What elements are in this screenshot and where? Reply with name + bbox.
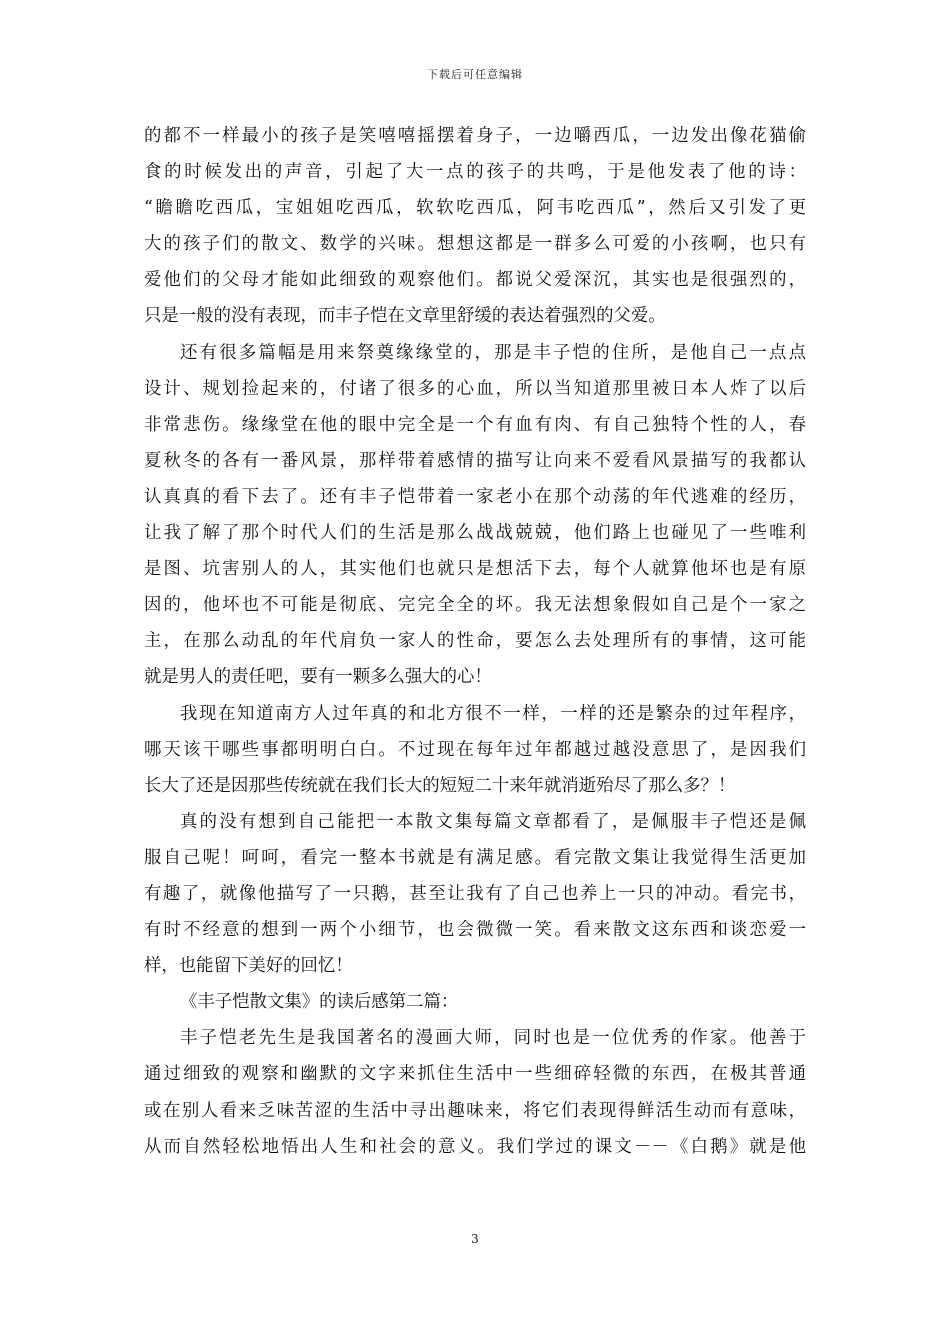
text-line: 哪天该干哪些事都明明白白。不过现在每年过年都越过越没意思了，是因我们 [144,739,806,760]
text-line: 只是一般的没有表现，而丰子恺在文章里舒缓的表达着强烈的父爱。 [144,306,666,327]
text-line: 《丰子恺散文集》的读后感第二篇： [180,992,459,1013]
text-line: 样，也能留下美好的回忆！ [144,956,353,977]
text-line: 丰子恺老先生是我国著名的漫画大师，同时也是一位优秀的作家。他善于 [180,1028,806,1049]
text-line: 真的没有想到自己能把一本散文集每篇文章都看了，是佩服丰子恺还是佩 [180,811,806,832]
text-line: 的都不一样最小的孩子是笑嘻嘻摇摆着身子，一边嚼西瓜，一边发出像花猫偷 [144,126,806,146]
text-line: 主，在那么动乱的年代肩负一家人的性命，要怎么去处理所有的事情，这可能 [144,631,806,652]
page-number: 3 [471,1232,479,1246]
text-line: 夏秋冬的各有一番风景，那样带着感情的描写让向来不爱看风景描写的我都认 [144,450,806,471]
text-line: 因的，他坏也不可能是彻底、完完全全的坏。我无法想象假如自己是个一家之 [144,595,806,616]
text-line: 爱他们的父母才能如此细致的观察他们。都说父爱深沉，其实也是很强烈的， [144,270,806,291]
text-line: 设计、规划捡起来的，付诸了很多的心血，所以当知道那里被日本人炸了以后 [144,378,806,399]
text-line: 从而自然轻松地悟出人生和社会的意义。我们学过的课文－－《白鹅》就是他 [144,1136,806,1157]
text-line: 长大了还是因那些传统就在我们长大的短短二十来年就消逝殆尽了那么多？！ [144,775,736,796]
page-header: 下载后可任意编辑 [427,68,523,81]
text-line: 非常悲伤。缘缘堂在他的眼中完全是一个有血有肉、有自己独特个性的人，春 [144,414,806,435]
text-line: 有时不经意的想到一两个小细节，也会微微一笑。看来散文这东西和谈恋爱一 [144,920,806,941]
text-line: 或在别人看来乏味苦涩的生活中寻出趣味来，将它们表现得鲜活生动而有意味， [144,1100,806,1121]
text-line: 还有很多篇幅是用来祭奠缘缘堂的，那是丰子恺的住所，是他自己一点点 [180,342,806,363]
text-line: 是图、坑害别人的人，其实他们也就只是想活下去，每个人就算他坏也是有原 [144,559,806,580]
text-line: “瞻瞻吃西瓜，宝姐姐吃西瓜，软软吃西瓜，阿韦吃西瓜”，然后又引发了更 [144,198,806,219]
text-line: 服自己呢！呵呵，看完一整本书就是有满足感。看完散文集让我觉得生活更加 [144,847,806,868]
text-line: 就是男人的责任吧，要有一颗多么强大的心！ [144,667,492,688]
text-line: 大的孩子们的散文、数学的兴味。想想这都是一群多么可爱的小孩啊，也只有 [144,234,806,255]
text-line: 食的时候发出的声音，引起了大一点的孩子的共鸣，于是他发表了他的诗： [144,162,806,183]
document-body [144,118,806,1165]
text-line: 有趣了，就像他描写了一只鹅，甚至让我有了自己也养上一只的冲动。看完书， [144,883,806,904]
text-line: 我现在知道南方人过年真的和北方很不一样，一样的还是繁杂的过年程序， [180,703,806,724]
text-line: 认真真的看下去了。还有丰子恺带着一家老小在那个动荡的年代逃难的经历， [144,486,806,507]
text-line: 通过细致的观察和幽默的文字来抓住生活中一些细碎轻微的东西，在极其普通 [144,1064,806,1085]
text-line: 让我了解了那个时代人们的生活是那么战战兢兢，他们路上也碰见了一些唯利 [144,523,806,544]
